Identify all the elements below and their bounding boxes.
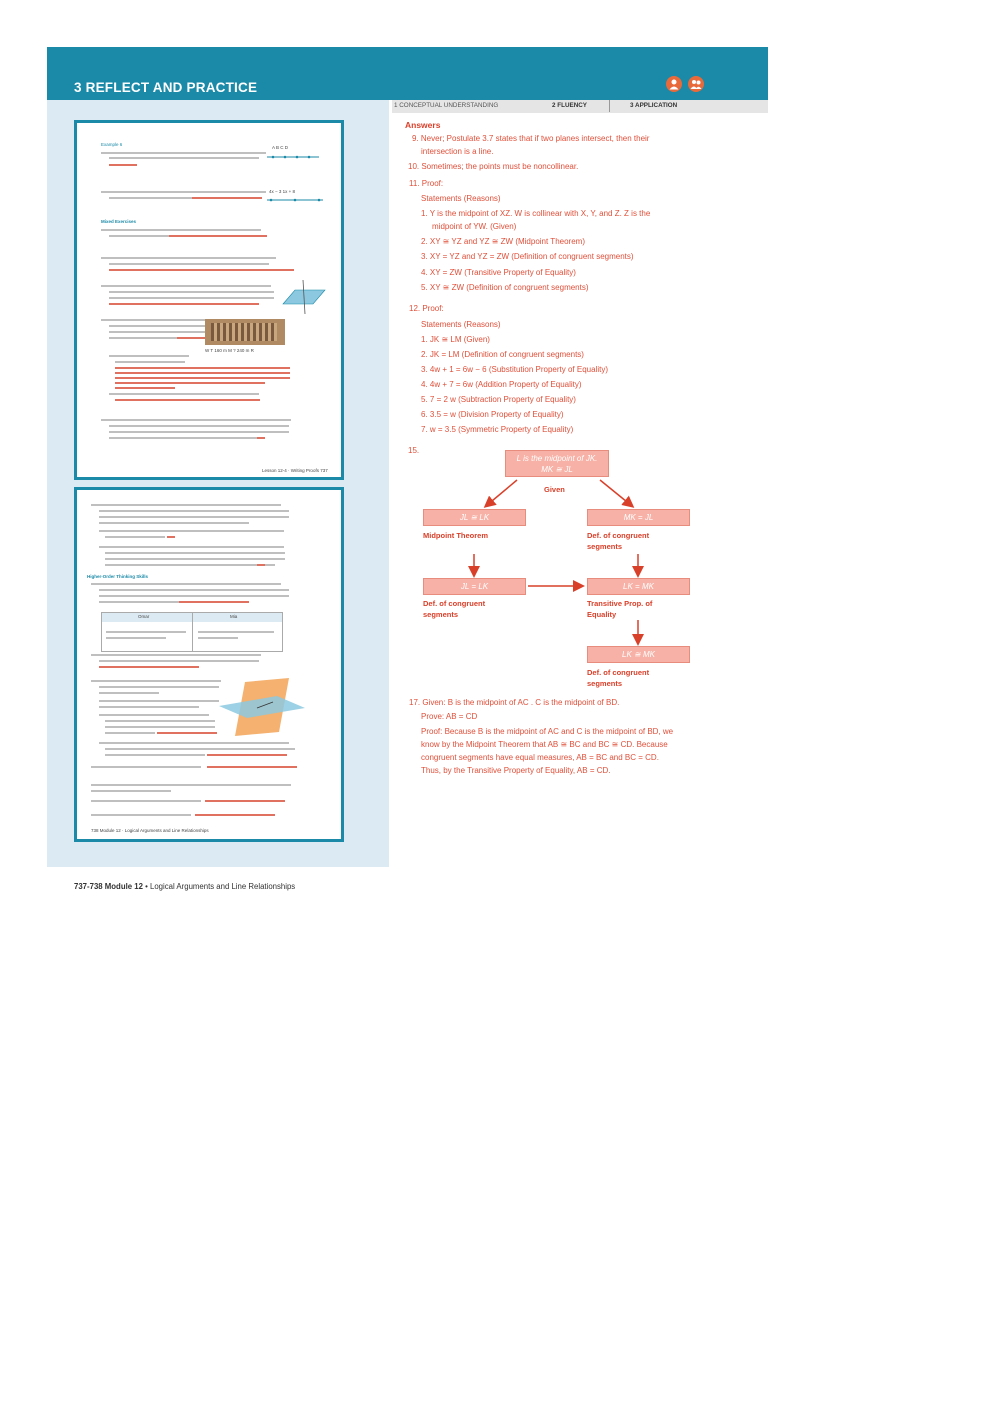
student-icon (666, 76, 682, 92)
page-738-footer: 738 Module 12 · Logical Arguments and Line Relationships (91, 828, 209, 833)
answer-12-step1: 1. JK ≅ LM (Given) (421, 335, 490, 344)
answer-17-prove: Prove: AB = CD (421, 712, 478, 721)
answer-12-step4: 4. 4w + 7 = 6w (Addition Property of Equality) (421, 380, 582, 389)
student-page-738 (74, 487, 344, 842)
label-def-congruent-1-line1: Def. of congruent (587, 531, 650, 540)
page-footer (74, 882, 295, 891)
answer-11-step1: 1. Y is the midpoint of XZ. W is collinear with X, Y, and Z. Z is the (421, 209, 651, 218)
city-photo (205, 319, 285, 345)
tab-fluency: 2 FLUENCY (552, 102, 587, 109)
group-icon (688, 76, 704, 92)
figure-points-label: A B C D (272, 145, 289, 150)
answer-12-title: 12. Proof: (409, 304, 444, 313)
answer-10: 10. Sometimes; the points must be noncollinear. (408, 162, 579, 171)
footer-pages: 737-738 (74, 882, 103, 891)
intersecting-planes-figure (217, 678, 307, 736)
answer-12-step5: 5. 7 = 2 w (Subtraction Property of Equality) (421, 395, 576, 404)
tab-application: 3 APPLICATION (630, 102, 678, 109)
number-line-figure (265, 151, 321, 163)
box-jl-eq-lk: JL = LK (423, 578, 526, 595)
hots-heading: Higher-Order Thinking Skills (87, 574, 149, 579)
student-page-737 (74, 120, 344, 480)
tab-conceptual: 1 CONCEPTUAL UNDERSTANDING (394, 102, 499, 109)
given-box-line2: MK ≅ JL (541, 465, 573, 474)
box-jl-cong-lk: JL ≅ LK (423, 509, 526, 526)
given-box-line1: L is the midpoint of JK. (516, 454, 598, 463)
answer-11-step3: 3. XY = YZ and YZ = ZW (Definition of congruent segments) (421, 252, 634, 261)
answer-12-step6: 6. 3.5 = w (Division Property of Equality) (421, 410, 564, 419)
mixed-exercises-heading: Mixed Exercises (101, 219, 137, 224)
answer-12-sub: Statements (Reasons) (421, 320, 501, 329)
label-def-congruent-2-line1: Def. of congruent (423, 599, 486, 608)
answer-9-line1: 9. Never; Postulate 3.7 states that if two planes intersect, then their (412, 134, 650, 143)
segment-figure (265, 196, 325, 206)
answer-12-step7: 7. w = 3.5 (Symmetric Property of Equality) (421, 425, 574, 434)
answer-17-given: 17. Given: B is the midpoint of AC . C is the midpoint of BD. (409, 698, 620, 707)
given-label: Given (544, 485, 565, 494)
footer-topic: • Logical Arguments and Line Relationships (145, 882, 296, 891)
box-lk-cong-mk: LK ≅ MK (587, 646, 690, 663)
answer-17-proof-line2: know by the Midpoint Theorem that AB ≅ BC and BC ≅ CD. Because (421, 740, 668, 749)
answer-12-step3: 3. 4w + 1 = 6w − 6 (Substitution Property of Equality) (421, 365, 608, 374)
mia-header: Mia (230, 614, 238, 619)
label-def-congruent-3-line2: segments (587, 679, 623, 688)
omar-mia-table (101, 612, 283, 652)
answer-12-step2: 2. JK = LM (Definition of congruent segments) (421, 350, 584, 359)
answer-11-step5: 5. XY ≅ ZW (Definition of congruent segments) (421, 283, 589, 292)
box-mk-eq-jl: MK = JL (587, 509, 690, 526)
level-tabs (392, 100, 768, 113)
footer-module: Module 12 (104, 882, 143, 891)
answer-11-sub: Statements (Reasons) (421, 194, 501, 203)
page-737-footer: Lesson 12-4 · Writing Proofs 737 (262, 468, 328, 473)
answers-heading: Answers (405, 120, 441, 130)
label-transitive-line1: Transitive Prop. of (587, 599, 653, 608)
answer-15-number: 15. (408, 446, 420, 455)
plane-line-figure (279, 278, 329, 316)
label-def-congruent-1-line2: segments (587, 542, 623, 551)
box-lk-eq-mk: LK = MK (587, 578, 690, 595)
answer-11-title: 11. Proof: (409, 179, 444, 188)
answer-11-step1b: midpoint of YW. (Given) (432, 222, 517, 231)
answer-11-step2: 2. XY ≅ YZ and YZ ≅ ZW (Midpoint Theorem) (421, 237, 585, 246)
label-def-congruent-3-line1: Def. of congruent (587, 668, 650, 677)
example-label: Example 6 (101, 142, 123, 147)
flowchart-arrows (400, 440, 720, 700)
label-midpoint-theorem: Midpoint Theorem (423, 531, 488, 540)
answer-9-line2: intersection is a line. (421, 147, 494, 156)
label-def-congruent-2-line2: segments (423, 610, 459, 619)
section-title: 3 REFLECT AND PRACTICE (74, 80, 258, 95)
omar-header: Omar (138, 614, 150, 619)
label-transitive-line2: Equality (587, 610, 617, 619)
answer-17-proof-line3: congruent segments have equal measures, AB = BC and BC = CD. (421, 753, 659, 762)
answer-11-step4: 4. XY = ZW (Transitive Property of Equality) (421, 268, 576, 277)
distance-line: W T 160 m M ? 240 m R (205, 348, 254, 353)
answer-17-proof-line1: Proof: Because B is the midpoint of AC and C is the midpoint of BD, we (421, 727, 674, 736)
segment-expression: 4x − 3 1x + 8 (269, 189, 296, 194)
answer-17-proof-line4: Thus, by the Transitive Property of Equality, AB = CD. (421, 766, 611, 775)
